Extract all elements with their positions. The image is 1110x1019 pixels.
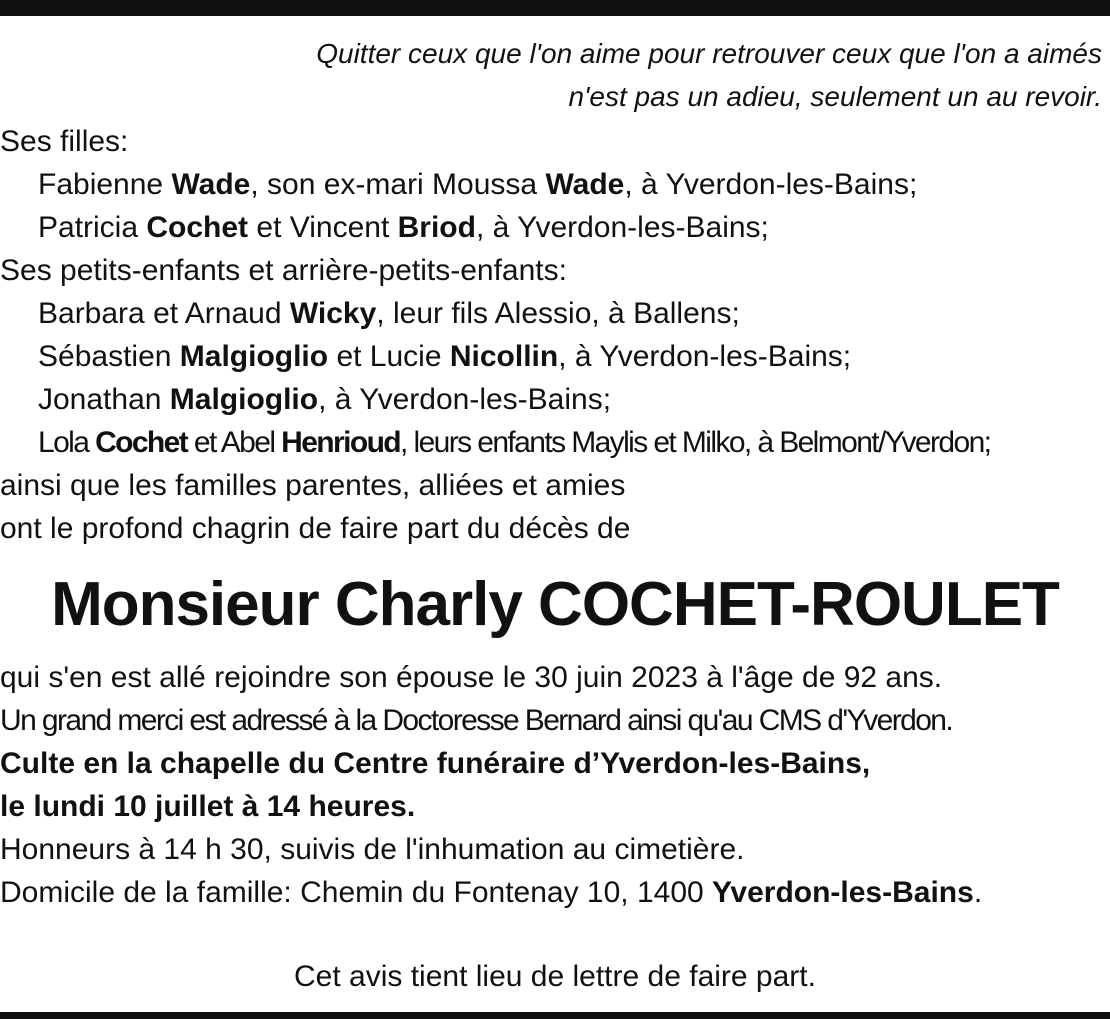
text: , leur fils Alessio, à Ballens; xyxy=(376,297,740,330)
thanks-line: Un grand merci est adressé à la Doctoresse Bernard ainsi qu'au CMS d'Yverdon. xyxy=(0,704,953,737)
text: , à Yverdon-les-Bains; xyxy=(318,383,612,416)
service-line-2 xyxy=(0,785,1110,828)
service-place: Culte en la chapelle du Centre funéraire d’Yverdon-les-Bains, xyxy=(0,747,871,780)
text: Patricia xyxy=(38,211,147,244)
text: Sébastien xyxy=(38,340,180,373)
text: Fabienne xyxy=(38,168,172,201)
surname: Cochet xyxy=(146,211,249,244)
text: Barbara et Arnaud xyxy=(38,297,290,330)
surname: Wade xyxy=(545,168,625,201)
grandchildren-heading: Ses petits-enfants et arrière-petits-enfants: xyxy=(0,254,567,287)
quote-line-1: Quitter ceux que l'on aime pour retrouver ceux que l'on a aimés xyxy=(316,38,1102,69)
text: , à Yverdon-les-Bains; xyxy=(624,168,918,201)
town: Yverdon-les-Bains xyxy=(712,876,974,909)
top-rule xyxy=(0,0,1110,16)
grandchild-entry-4 xyxy=(0,421,1110,464)
text: Domicile de la famille: Chemin du Fontenay 10, 1400 xyxy=(0,876,713,909)
closing-note: Cet avis tient lieu de lettre de faire part. xyxy=(294,960,816,993)
domicile-line xyxy=(0,871,1110,914)
epigraph-quote xyxy=(102,32,1102,118)
text: Jonathan xyxy=(38,383,170,416)
daughter-entry-1 xyxy=(0,163,1110,206)
daughters-heading: Ses filles: xyxy=(0,125,129,158)
daughter-entry-2 xyxy=(0,206,1110,249)
notice-details xyxy=(0,656,1110,914)
service-date: le lundi 10 juillet à 14 heures. xyxy=(0,790,416,823)
surname: Briod xyxy=(397,211,476,244)
grandchild-entry-3 xyxy=(0,378,1110,421)
deceased-name: Monsieur Charly COCHET-ROULET xyxy=(51,570,1059,639)
surname: Wicky xyxy=(289,297,377,330)
text: et Vincent xyxy=(248,211,398,244)
grandchild-entry-1 xyxy=(0,292,1110,335)
service-line-1 xyxy=(0,742,1110,785)
joined-spouse-line: qui s'en est allé rejoindre son épouse le 30 juin 2023 à l'âge de 92 ans. xyxy=(0,661,943,694)
text: , à Yverdon-les-Bains; xyxy=(475,211,769,244)
relatives-line: ainsi que les familles parentes, alliées et amies xyxy=(0,469,626,502)
surname: Malgioglio xyxy=(169,383,319,416)
bottom-rule xyxy=(0,1012,1110,1019)
surname: Malgioglio xyxy=(179,340,329,373)
text: , à Yverdon-les-Bains; xyxy=(558,340,852,373)
text: et Lucie xyxy=(328,340,450,373)
family-list xyxy=(0,120,1110,550)
quote-line-2: n'est pas un adieu, seulement un au revoir. xyxy=(568,81,1102,112)
surname: Nicollin xyxy=(449,340,559,373)
surname: Cochet xyxy=(95,426,188,459)
surname: Wade xyxy=(171,168,251,201)
grandchild-entry-2 xyxy=(0,335,1110,378)
honours-line: Honneurs à 14 h 30, suivis de l'inhumation au cimetière. xyxy=(0,833,745,866)
text: , leurs enfants Maylis et Milko, à Belmont/Yverdon; xyxy=(400,426,991,459)
text: . xyxy=(973,876,983,909)
surname: Henrioud xyxy=(281,426,401,459)
text: et Abel xyxy=(187,426,282,459)
text: Lola xyxy=(38,426,96,459)
text: , son ex-mari Moussa xyxy=(250,168,546,201)
announcement-line: ont le profond chagrin de faire part du décès de xyxy=(0,512,631,545)
